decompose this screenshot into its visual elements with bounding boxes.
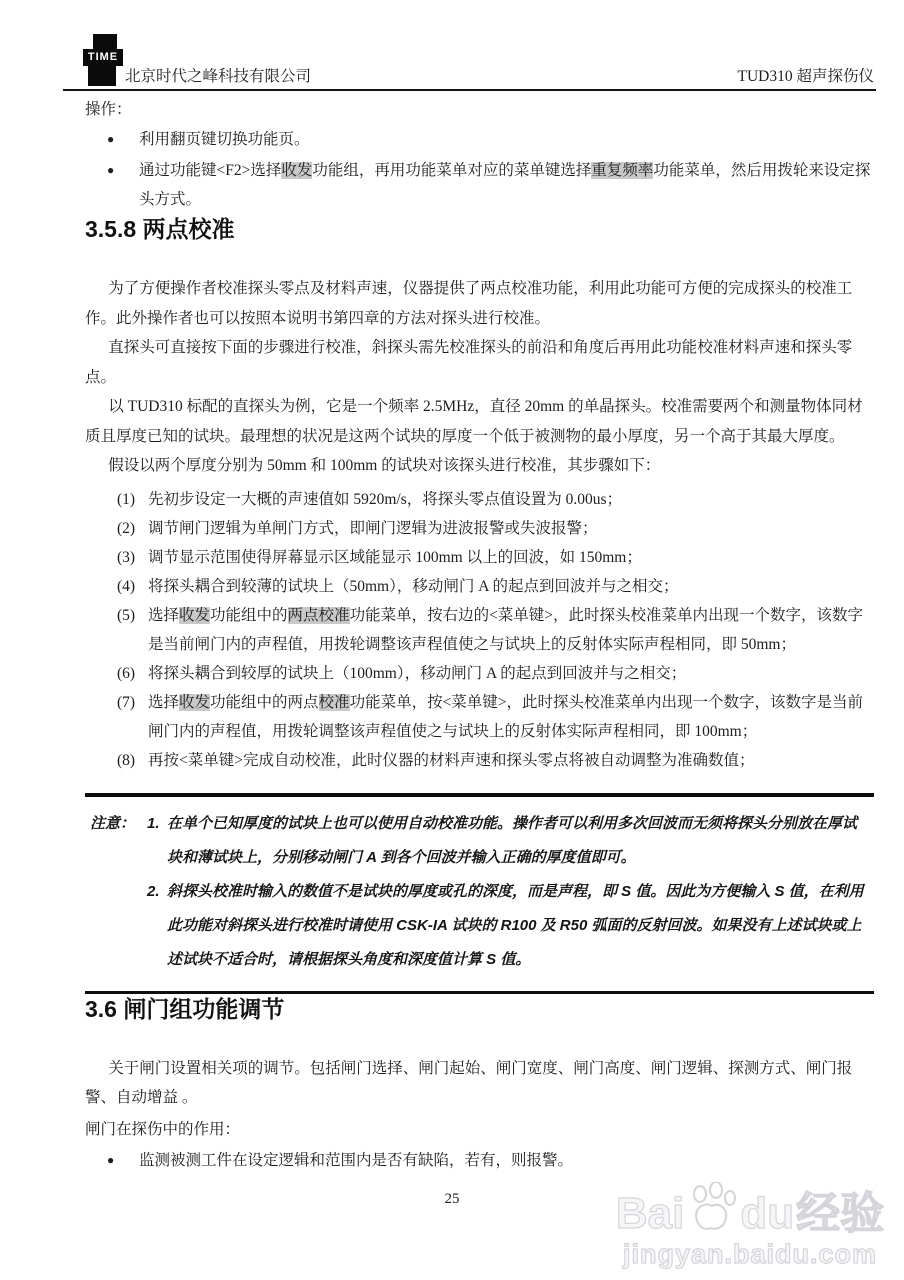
calibration-steps <box>85 485 874 775</box>
note-block <box>85 793 874 994</box>
paragraph: 为了方便操作者校准探头零点及材料声速，仪器提供了两点校准功能，利用此功能可方便的完成探头的校准工作。此外操作者也可以按照本说明书第四章的方法对探头进行校准。 <box>85 280 853 327</box>
gate-bullets <box>85 1146 874 1175</box>
step-item: (1) 先初步设定一大概的声速值如 5920m/s，将探头零点值设置为 0.00us； <box>117 490 623 508</box>
note-label: 注意： <box>90 814 136 832</box>
step-item: (7) 选择收发功能组中的两点校准功能菜单，按<菜单键>，此时探头校准菜单内出现一个数字，该数字是当前闸门内的声程值，用拨轮调整该声程值使之与试块上的反射体实际声程相同，即 100mm； <box>117 693 864 740</box>
watermark-brand-left: Bai <box>615 1189 685 1239</box>
time-logo-icon <box>83 34 123 88</box>
section-title-358: 3.5.8 两点校准 <box>85 216 235 242</box>
bullet-icon: ● <box>107 163 115 177</box>
step-item: (6) 将探头耦合到较厚的试块上（100mm），移动闸门 A 的起点到回波并与之相交； <box>117 664 687 682</box>
company-name: 北京时代之峰科技有限公司 <box>125 68 312 85</box>
section-title-36: 3.6 闸门组功能调节 <box>85 995 285 1022</box>
time-logo-text: TIME <box>83 49 123 66</box>
gate-role-line: 闸门在探伤中的作用： <box>85 1120 241 1138</box>
baidu-paw-icon <box>686 1182 738 1234</box>
bullet-item: ● 监测被测工件在设定逻辑和范围内是否有缺陷，若有，则报警。 <box>85 1146 874 1175</box>
paragraph: 假设以两个厚度分别为 50mm 和 100mm 的试块对该探头进行校准，其步骤如下： <box>108 457 661 474</box>
page-header <box>63 34 876 91</box>
step-item: (3) 调节显示范围使得屏幕显示区域能显示 100mm 以上的回波，如 150mm； <box>117 548 642 566</box>
step-item: (2) 调节闸门逻辑为单闸门方式，即闸门逻辑为进波报警或失波报警； <box>117 519 598 537</box>
step-item: (8) 再按<菜单键>完成自动校准，此时仪器的材料声速和探头零点将被自动调整为准确数值； <box>117 751 755 769</box>
section-358-paragraphs <box>85 274 874 481</box>
page-content <box>0 97 904 1175</box>
baidu-watermark <box>610 1191 890 1268</box>
page-number: 25 <box>444 1191 460 1207</box>
paragraph: 以 TUD310 标配的直探头为例，它是一个频率 2.5MHz，直径 20mm 的单晶探头。校准需要两个和测量物体同材质且厚度已知的试块。最理想的状况是这两个试块的厚度一个低于被测物的最小厚度，另一个高于其最大厚度。 <box>85 398 863 445</box>
paragraph: 直探头可直接按下面的步骤进行校准，斜探头需先校准探头的前沿和角度后再用此功能校准材料声速和探头零点。 <box>85 339 853 386</box>
step-item: (5) 选择收发功能组中的两点校准功能菜单，按右边的<菜单键>，此时探头校准菜单内出现一个数字，该数字是当前闸门内的声程值，用拨轮调整该声程值使之与试块上的反射体实际声程相同，即 50mm； <box>117 606 864 653</box>
operation-label: 操作： <box>85 101 132 118</box>
bullet-icon: ● <box>107 1152 115 1167</box>
bullet-item: ● 利用翻页键切换功能页。 <box>85 125 874 154</box>
product-name: TUD310 超声探伤仪 <box>737 68 874 85</box>
note-item: 2. 斜探头校准时输入的数值不是试块的厚度或孔的深度，而是声程，即 S 值。因此为方便输入 S 值，在利用此功能对斜探头进行校准时请使用 CSK-IA 试块的 R100 及 R50 弧面的反射回波。如果没有上述试块或上述试块不适合时，请根据探头角度和深度值计算 S 值。 <box>147 882 864 968</box>
section-36-paragraphs <box>85 1054 874 1113</box>
watermark-brand-right: du <box>740 1189 795 1239</box>
bullet-icon: ● <box>107 132 115 146</box>
bullet-item: ● 通过功能键<F2>选择收发功能组，再用功能菜单对应的菜单键选择重复频率功能菜单，然后用拨轮来设定探头方式。 <box>85 156 874 214</box>
watermark-url: jingyan.baidu.com <box>622 1238 878 1269</box>
note-item: 1. 在单个已知厚度的试块上也可以使用自动校准功能。操作者可以利用多次回波而无须将探头分别放在厚试块和薄试块上，分别移动闸门 A 到各个回波并输入正确的厚度值即可。 <box>147 814 858 866</box>
operation-bullets <box>85 125 874 214</box>
paragraph: 关于闸门设置相关项的调节。包括闸门选择、闸门起始、闸门宽度、闸门高度、闸门逻辑、探测方式、闸门报警、自动增益 。 <box>85 1059 853 1106</box>
watermark-suffix: 经验 <box>796 1189 885 1239</box>
step-item: (4) 将探头耦合到较薄的试块上（50mm），移动闸门 A 的起点到回波并与之相交； <box>117 577 679 595</box>
